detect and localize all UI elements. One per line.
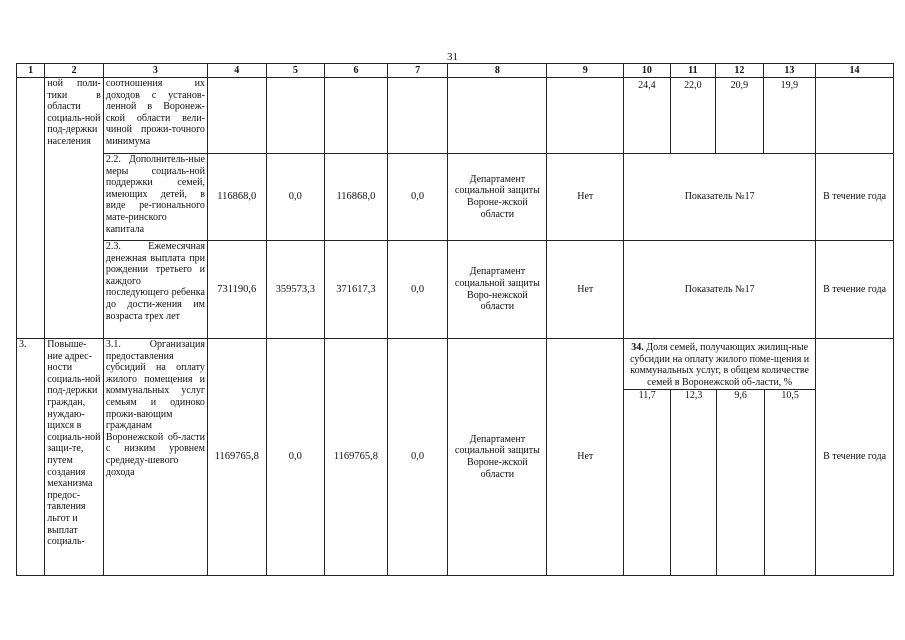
- header-cell: 3: [103, 64, 207, 78]
- header-cell: 11: [670, 64, 715, 78]
- program-table: [16, 63, 894, 576]
- amount-total-cell: [207, 78, 266, 154]
- header-cell: 10: [624, 64, 670, 78]
- executor-cell: Департамент социальной защиты Вороне-жской области: [448, 154, 547, 241]
- control-cell: Нет: [547, 241, 624, 339]
- table-row: [17, 154, 894, 241]
- header-cell: 8: [448, 64, 547, 78]
- amount-federal-cell: 0,0: [266, 339, 325, 576]
- amount-local-cell: [387, 78, 448, 154]
- value-cell: 11,7: [624, 390, 671, 575]
- value-cell: 19,9: [763, 78, 816, 154]
- executor-cell: Департамент социальной защиты Вороне-жской области: [448, 339, 547, 576]
- amount-regional-cell: 1169765,8: [325, 339, 388, 576]
- task-cell: ной поли-тики в области социаль-ной под-держки населения: [45, 78, 104, 339]
- deadline-cell: [816, 78, 894, 154]
- measure-cell: 2.2. Дополнитель-ные меры социаль-ной поддержки семей, имеющих детей, в виде ре-гионального мате-ринского капитала: [103, 154, 207, 241]
- indicator-block: [624, 339, 816, 576]
- value-cell: 9,6: [717, 390, 765, 575]
- page-number: 31: [447, 51, 458, 63]
- measure-cell: соотношения их доходов с установ-ленной в Воронеж-ской области вели-чиной прожи-точного минимума: [103, 78, 207, 154]
- deadline-cell: В течение года: [816, 154, 894, 241]
- measure-cell: 3.1. Организация предоставления субсидий на оплату жилого помещения и коммунальных услуг семьям и одиноко прожи-вающим гражданам Воронежской об-ласти с низким уровнем среднеду-шевого дохода: [103, 339, 207, 576]
- indicator-text: Доля семей, получающих жилищ-ные субсидии на оплату жилого поме-щения и коммунальных услуг, в общем количестве семей в Воронежской об-ласти, %: [630, 342, 810, 388]
- amount-local-cell: 0,0: [387, 339, 448, 576]
- header-cell: 1: [17, 64, 45, 78]
- control-cell: Нет: [547, 154, 624, 241]
- amount-total-cell: 1169765,8: [207, 339, 266, 576]
- indicator-title: [624, 339, 815, 390]
- header-row: [17, 64, 894, 78]
- value-cell: 20,9: [716, 78, 763, 154]
- header-cell: 12: [716, 64, 763, 78]
- header-cell: 6: [325, 64, 388, 78]
- header-cell: 5: [266, 64, 325, 78]
- executor-cell: Департамент социальной защиты Воро-нежской области: [448, 241, 547, 339]
- indicator-values: [624, 390, 815, 575]
- amount-federal-cell: [266, 78, 325, 154]
- amount-federal-cell: 0,0: [266, 154, 325, 241]
- value-cell: 12,3: [671, 390, 717, 575]
- amount-regional-cell: [325, 78, 388, 154]
- header-cell: 13: [763, 64, 816, 78]
- indicator-ref-cell: Показатель №17: [624, 154, 816, 241]
- value-cell: 22,0: [670, 78, 715, 154]
- header-cell: 14: [816, 64, 894, 78]
- deadline-cell: В течение года: [816, 241, 894, 339]
- control-cell: [547, 78, 624, 154]
- row-number-cell: 3.: [17, 339, 45, 576]
- measure-cell: 2.3. Ежемесячная денежная выплата при рождении третьего и каждого последующего ребенка до дости-жения им возраста трех лет: [103, 241, 207, 339]
- header-cell: 7: [387, 64, 448, 78]
- table-row: [17, 241, 894, 339]
- table-row: [17, 78, 894, 154]
- executor-cell: [448, 78, 547, 154]
- value-cell: 24,4: [624, 78, 670, 154]
- amount-regional-cell: 116868,0: [325, 154, 388, 241]
- header-cell: 4: [207, 64, 266, 78]
- row-number-cell: [17, 78, 45, 339]
- deadline-cell: В течение года: [816, 339, 894, 576]
- amount-regional-cell: 371617,3: [325, 241, 388, 339]
- amount-federal-cell: 359573,3: [266, 241, 325, 339]
- table-row: [17, 339, 894, 576]
- value-cell: 10,5: [781, 390, 799, 401]
- indicator-ref-cell: Показатель №17: [624, 241, 816, 339]
- control-cell: Нет: [547, 339, 624, 576]
- amount-total-cell: 731190,6: [207, 241, 266, 339]
- task-cell: Повыше-ние адрес-ности социаль-ной под-держки граждан, нуждаю-щихся в социаль-ной защи-те, путем создания механизма предос-тавления льгот и выплат социаль-: [45, 339, 104, 576]
- amount-total-cell: 116868,0: [207, 154, 266, 241]
- header-cell: 9: [547, 64, 624, 78]
- header-cell: 2: [45, 64, 104, 78]
- indicator-number: 34.: [631, 342, 644, 353]
- amount-local-cell: 0,0: [387, 241, 448, 339]
- amount-local-cell: 0,0: [387, 154, 448, 241]
